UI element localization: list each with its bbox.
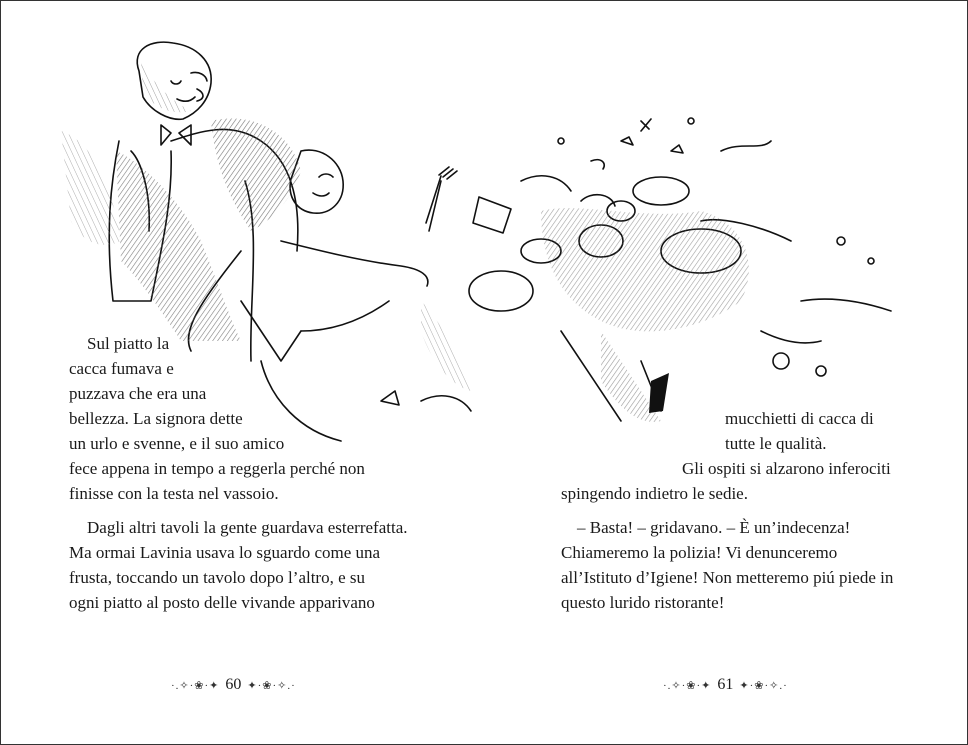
- right-line-6: Chiameremo la polizia! Vi denunceremo: [561, 543, 838, 562]
- left-line-11: ogni piatto al posto delle vivande apparivano: [69, 593, 375, 612]
- left-line-10: frusta, toccando un tavolo dopo l’altro, e su: [69, 568, 366, 587]
- page-number-60: 60: [225, 676, 242, 693]
- left-line-4: bellezza. La signora dette: [69, 409, 243, 428]
- left-line-2: cacca fumava e: [69, 359, 174, 378]
- left-line-3: puzzava che era una: [69, 384, 207, 403]
- right-line-2: tutte le qualità.: [725, 434, 827, 453]
- left-page-number: [171, 675, 296, 695]
- right-line-5: – Basta! – gridavano. – È un’indecenza!: [577, 518, 851, 537]
- ornament-left-a-icon: ·.✧·❀·✦: [171, 679, 220, 692]
- left-line-6: fece appena in tempo a reggerla perché non: [69, 459, 365, 478]
- right-page-number: [663, 675, 788, 695]
- ornament-right-b-icon: ✦·❀·✧.·: [739, 679, 788, 692]
- ornament-left-b-icon: ✦·❀·✧.·: [247, 679, 296, 692]
- right-line-7: all’Istituto d’Igiene! Non metteremo piú piede in: [561, 568, 894, 587]
- page-number-61: 61: [717, 676, 734, 693]
- right-line-3: Gli ospiti si alzarono inferociti: [682, 459, 891, 478]
- ornament-right-a-icon: ·.✧·❀·✦: [663, 679, 712, 692]
- left-line-8: Dagli altri tavoli la gente guardava esterrefatta.: [87, 518, 408, 537]
- right-line-8: questo lurido ristorante!: [561, 593, 725, 612]
- left-line-5: un urlo e svenne, e il suo amico: [69, 434, 285, 453]
- left-line-9: Ma ormai Lavinia usava lo sguardo come una: [69, 543, 381, 562]
- right-line-4: spingendo indietro le sedie.: [561, 484, 748, 503]
- left-line-7: finisse con la testa nel vassoio.: [69, 484, 279, 503]
- left-line-1: Sul piatto la: [87, 334, 170, 353]
- right-line-1: mucchietti di cacca di: [725, 409, 874, 428]
